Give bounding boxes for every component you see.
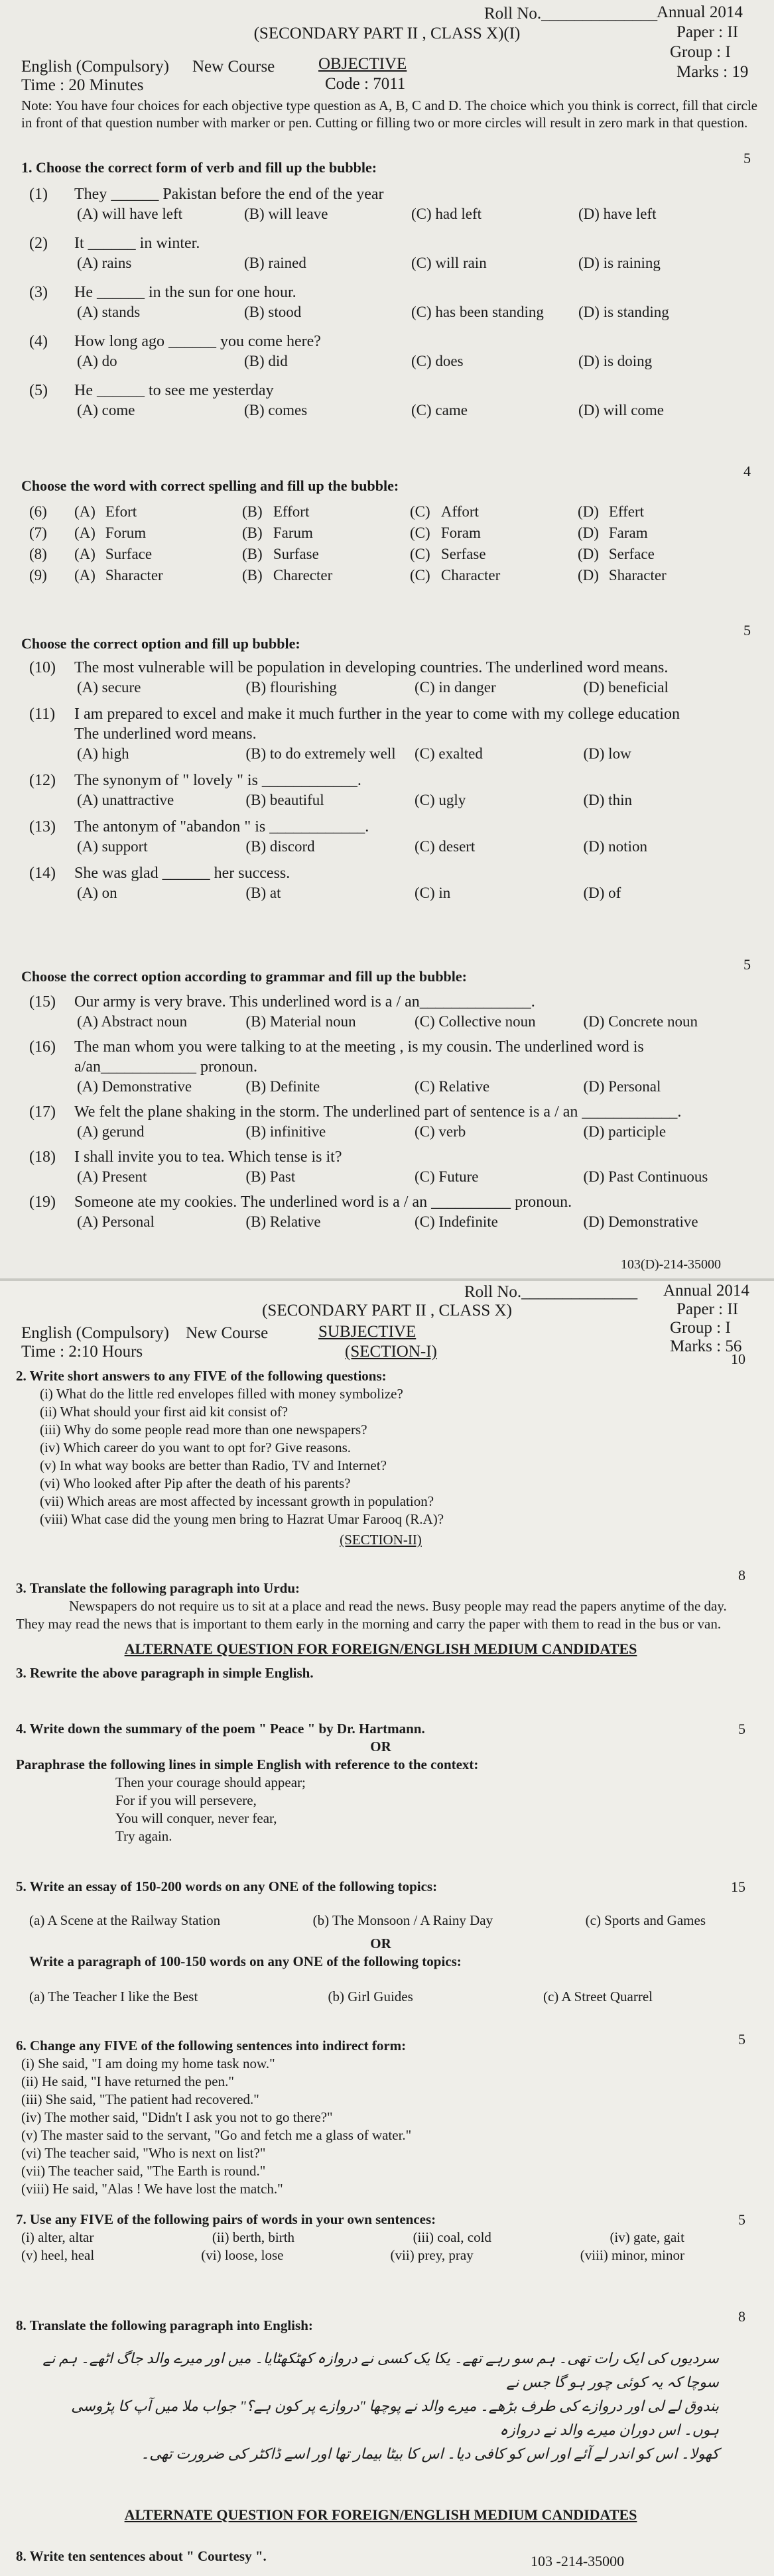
spelling-row: [29, 544, 745, 565]
question-number: (14): [29, 865, 56, 882]
question-text: How long ago ______ you come here?: [74, 333, 321, 350]
word-pair: (ii) berth, birth: [212, 2229, 295, 2245]
list-item: (vii) Which areas are most affected by incessant growth in population?: [40, 1493, 434, 1509]
option-letter: (C): [410, 546, 430, 562]
option[interactable]: (B) beautiful: [245, 792, 324, 808]
option[interactable]: Charecter: [273, 567, 333, 583]
question-text: He ______ to see me yesterday: [74, 382, 274, 399]
question-text: 7. Use any FIVE of the following pairs of words in your own sentences:: [16, 2211, 436, 2227]
section-verbs: [21, 150, 751, 176]
list-item: (v) The master said to the servant, "Go and fetch me a glass of water.": [21, 2127, 412, 2143]
topic: (c) A Street Quarrel: [543, 1989, 653, 2004]
option[interactable]: (A) high: [77, 745, 129, 762]
option-letter: (A): [74, 546, 96, 562]
option[interactable]: (B) Relative: [245, 1213, 321, 1230]
option[interactable]: (A) Present: [77, 1168, 147, 1185]
question-item: [29, 992, 752, 1032]
option[interactable]: (B) Material noun: [245, 1013, 356, 1030]
section-marks: 5: [743, 622, 751, 639]
option[interactable]: (D) Concrete noun: [583, 1013, 698, 1030]
option[interactable]: (C) has been standing: [411, 304, 544, 320]
topic: (b) Girl Guides: [328, 1989, 413, 2004]
question-marks: 10: [731, 1351, 745, 1367]
option[interactable]: (D) beneficial: [583, 679, 669, 696]
option[interactable]: (A) stands: [77, 304, 141, 320]
question-6: [16, 2031, 745, 2198]
option-letter: (D): [578, 503, 599, 520]
poem-line: For if you will persevere,: [115, 1792, 257, 1808]
instructions-note: Note: You have four choices for each objective type question as A, B, C and D. The choice which you think is correct, fill that circle in front of that question number with marker or pen. Cutting or filling two or more circles will result in zero mark in that question.: [21, 97, 757, 131]
code-label: Code : 7011: [325, 75, 406, 93]
question-number: (7): [29, 524, 47, 541]
option[interactable]: (A) Demonstrative: [77, 1078, 192, 1095]
or-label: OR: [370, 1935, 391, 1951]
option[interactable]: Character: [440, 567, 501, 583]
option[interactable]: Foram: [440, 524, 481, 541]
question-text: 5. Write an essay of 150-200 words on any ONE of the following topics:: [16, 1878, 438, 1894]
question-marks: 8: [738, 1567, 745, 1583]
question-marks: 5: [738, 2211, 745, 2228]
word-pair: (v) heel, heal: [21, 2247, 95, 2263]
option[interactable]: (B) Past: [245, 1168, 296, 1185]
option[interactable]: (B) did: [244, 353, 288, 369]
section-heading: Choose the correct option and fill up bubble:: [21, 635, 300, 652]
section-grammar: [21, 956, 751, 985]
section-marks: 5: [743, 956, 751, 973]
option[interactable]: (D) Demonstrative: [583, 1213, 698, 1230]
option[interactable]: Sharacter: [608, 567, 667, 583]
subjective-heading: SUBJECTIVE: [318, 1323, 417, 1341]
question-number: (5): [29, 382, 48, 399]
topic: (b) The Monsoon / A Rainy Day: [312, 1912, 493, 1928]
option[interactable]: (A) Personal: [77, 1213, 155, 1230]
question-number: (13): [29, 818, 56, 835]
question-item: [29, 1037, 752, 1097]
option[interactable]: (B) discord: [245, 838, 315, 855]
option[interactable]: Serface: [608, 546, 655, 562]
question-marks: 5: [738, 1721, 745, 1737]
annual-label: Annual 2014: [657, 3, 743, 21]
question-text: They ______ Pakistan before the end of the year: [74, 186, 384, 203]
or-label: OR: [370, 1739, 391, 1754]
list-item: (ii) What should your first aid kit consist of?: [40, 1404, 289, 1420]
question-marks: 5: [738, 2031, 745, 2048]
option[interactable]: (B) infinitive: [245, 1123, 326, 1140]
option[interactable]: (D) participle: [583, 1123, 667, 1140]
word-pair: (vii) prey, pray: [390, 2247, 474, 2263]
option[interactable]: (C) desert: [415, 838, 476, 855]
question-text: 3. Rewrite the above paragraph in simple English.: [16, 1665, 314, 1681]
option-letter: (D): [578, 524, 599, 541]
question-marks: 8: [738, 2308, 745, 2325]
option[interactable]: (C) will rain: [411, 255, 487, 271]
option-letter: (A): [74, 503, 96, 520]
option-questions: [29, 658, 752, 910]
list-item: (iii) She said, "The patient had recovered.": [21, 2091, 259, 2107]
paper-number: Paper : II: [677, 1300, 739, 1318]
question-8: [16, 2308, 745, 2565]
objective-paper: [0, 0, 774, 1278]
question-text: She was glad ______ her success.: [74, 865, 290, 882]
option[interactable]: Surface: [105, 546, 153, 562]
option[interactable]: (A) Abstract noun: [77, 1013, 188, 1030]
option[interactable]: (D) low: [583, 745, 631, 762]
question-number: (2): [29, 235, 48, 252]
subject-label: English (Compulsory): [21, 58, 169, 76]
option[interactable]: (D) notion: [583, 838, 647, 855]
option-letter: (C): [410, 524, 430, 541]
paragraph: Newspapers do not require us to sit at a place and read the news. Busy people may read the papers anytime of the day. They may read the news that is important to them early in the morning and carry the paper with them to read in the bus or van.: [16, 1598, 727, 1632]
section-options: [21, 622, 751, 652]
option[interactable]: (C) Collective noun: [415, 1013, 536, 1030]
option[interactable]: (B) stood: [244, 304, 302, 320]
option[interactable]: (D) will come: [578, 402, 665, 418]
section-two-label: (SECTION-II): [340, 1532, 422, 1548]
option[interactable]: (C) came: [411, 402, 468, 418]
option[interactable]: Forum: [105, 524, 147, 541]
option-letter: (B): [242, 546, 263, 562]
question-text: The synonym of " lovely " is ____________.: [74, 772, 361, 789]
word-pair: (viii) minor, minor: [580, 2247, 684, 2263]
question-text: The man whom you were talking to at the meeting , is my cousin. The underlined word is: [74, 1038, 644, 1056]
section-marks: 4: [743, 463, 751, 479]
question-item: [29, 1102, 752, 1142]
question-item: [29, 282, 745, 322]
question-item: [29, 704, 752, 764]
spelling-row: [29, 522, 745, 544]
list-item: (vii) The teacher said, "The Earth is round.": [21, 2163, 266, 2179]
option[interactable]: Affort: [440, 503, 479, 520]
option[interactable]: (C) in: [415, 885, 451, 901]
paper-title: (SECONDARY PART II , CLASS X)(I): [253, 25, 521, 42]
option[interactable]: Serfase: [440, 546, 486, 562]
word-pair: (iii) coal, cold: [413, 2229, 491, 2245]
option[interactable]: (D) Past Continuous: [583, 1168, 708, 1185]
option[interactable]: (B) will leave: [244, 206, 328, 222]
question-item: [29, 863, 752, 903]
question-number: (1): [29, 186, 48, 203]
option[interactable]: (A) come: [77, 402, 135, 418]
question-item: [29, 817, 752, 857]
marks-label: Marks : 56: [670, 1337, 742, 1355]
course-label: New Course: [186, 1324, 269, 1342]
question-text: 2. Write short answers to any FIVE of the following questions:: [16, 1368, 387, 1384]
option[interactable]: (C) Relative: [415, 1078, 490, 1095]
grammar-questions: [29, 992, 752, 1237]
option[interactable]: Surfase: [273, 546, 319, 562]
time-label: Time : 20 Minutes: [21, 76, 144, 94]
question-text: 3. Translate the following paragraph into Urdu:: [16, 1580, 300, 1596]
question-number: (16): [29, 1038, 56, 1056]
spelling-questions: [29, 501, 745, 586]
question-text: It ______ in winter.: [74, 235, 200, 252]
option-letter: (D): [578, 567, 599, 583]
question-3: [16, 1567, 745, 1682]
option[interactable]: Effort: [273, 503, 310, 520]
option[interactable]: (A) will have left: [77, 206, 183, 222]
topic: (a) The Teacher I like the Best: [29, 1989, 198, 2004]
option[interactable]: (B) Definite: [245, 1078, 320, 1095]
list-item: (iv) The mother said, "Didn't I ask you not to go there?": [21, 2109, 333, 2125]
option[interactable]: (D) is doing: [578, 353, 653, 369]
option[interactable]: (C) Indefinite: [415, 1213, 498, 1230]
section-heading: Choose the word with correct spelling and fill up the bubble:: [21, 477, 399, 494]
option[interactable]: (A) support: [77, 838, 148, 855]
poem-line: Then your courage should appear;: [115, 1774, 306, 1790]
question-text: I am prepared to excel and make it much further in the year to come with my college education: [74, 705, 680, 723]
question-text: 8. Translate the following paragraph into English:: [16, 2317, 313, 2333]
question-text: 6. Change any FIVE of the following sentences into indirect form:: [16, 2038, 407, 2054]
group-label: Group : I: [670, 43, 731, 61]
roll-no: Roll No.______________: [484, 5, 658, 23]
section-marks: 5: [743, 150, 751, 166]
question-5: [16, 1878, 745, 2006]
option-letter: (B): [242, 524, 263, 541]
section-spelling: [21, 463, 751, 495]
option-letter: (B): [242, 567, 263, 583]
time-label: Time : 2:10 Hours: [21, 1343, 143, 1361]
option[interactable]: (C) in danger: [415, 679, 496, 696]
option[interactable]: (A) secure: [77, 679, 141, 696]
spelling-row: [29, 501, 745, 522]
option[interactable]: (D) thin: [583, 792, 632, 808]
question-number: (11): [29, 705, 56, 723]
urdu-line: بندوق لے لی اور دروازے کی طرف بڑھے۔ میرے والد نے پوچھا "دروازے پر کون ہے؟" جواب ملا میں آپ کا پڑوسی ہوں۔ اس دوران میرے والد نے دروازہ: [71, 2398, 719, 2438]
topic: (a) A Scene at the Railway Station: [29, 1912, 221, 1928]
question-number: (10): [29, 659, 56, 676]
question-item: [29, 1192, 752, 1232]
option[interactable]: Effert: [608, 503, 645, 520]
list-item: (i) What do the little red envelopes filled with money symbolize?: [40, 1386, 403, 1402]
option[interactable]: (A) gerund: [77, 1123, 145, 1140]
question-text: Someone ate my cookies. The underlined word is a / an __________ pronoun.: [74, 1194, 572, 1211]
question-text: The antonym of "abandon " is ____________.: [74, 818, 369, 835]
option[interactable]: (C) exalted: [415, 745, 483, 762]
option[interactable]: (C) verb: [415, 1123, 466, 1140]
urdu-paragraph: [16, 2347, 745, 2466]
annual-label: Annual 2014: [663, 1282, 749, 1300]
question-7: [16, 2211, 745, 2264]
list-item: (iii) Why do some people read more than one newspapers?: [40, 1422, 367, 1438]
list-item: (v) In what way books are better than Radio, TV and Internet?: [40, 1457, 387, 1473]
question-item: [29, 770, 752, 810]
question-item: [29, 1147, 752, 1187]
question-text: Our army is very brave. This underlined word is a / an______________.: [74, 993, 535, 1011]
option-letter: (D): [578, 546, 599, 562]
poem-line: Try again.: [115, 1828, 172, 1844]
question-item: [29, 381, 745, 420]
list-item: (viii) What case did the young men bring to Hazrat Umar Farooq (R.A)?: [40, 1511, 444, 1527]
question-number: (8): [29, 546, 47, 562]
question-subtext: a/an____________ pronoun.: [74, 1058, 257, 1075]
objective-heading: OBJECTIVE: [318, 55, 407, 73]
question-number: (15): [29, 993, 56, 1011]
poem-line: You will conquer, never fear,: [115, 1810, 277, 1826]
group-label: Group : I: [670, 1319, 731, 1337]
option[interactable]: (C) does: [411, 353, 464, 369]
option[interactable]: Sharacter: [105, 567, 163, 583]
option[interactable]: (B) to do extremely well: [245, 745, 396, 762]
option[interactable]: (A) unattractive: [77, 792, 174, 808]
question-number: (19): [29, 1194, 56, 1211]
option[interactable]: (C) ugly: [415, 792, 466, 808]
urdu-line: سردیوں کی ایک رات تھی۔ ہم سو رہے تھے۔ یکا یک کسی نے دروازہ کھٹکھٹایا۔ میں اور میرے والد جاگ اٹھے۔ ہم نے سوچا کہ یہ کوئی چور ہو گا جس نے: [42, 2350, 719, 2390]
section-heading: 1. Choose the correct form of verb and fill up the bubble:: [21, 159, 377, 176]
footer-code: 103(D)-214-35000: [620, 1257, 721, 1272]
urdu-line: کھولا۔ اس کو اندر لے آئے اور اس کو کافی دیا۔ اس کا بیٹا بیمار تھا اور اسے ڈاکٹر کی ضرورت تھی۔: [141, 2445, 719, 2462]
question-number: (18): [29, 1148, 56, 1166]
option[interactable]: (D) of: [583, 885, 621, 901]
question-text: We felt the plane shaking in the storm. The underlined part of sentence is a / an ____________.: [74, 1103, 682, 1121]
word-pair: (vi) loose, lose: [201, 2247, 284, 2263]
option[interactable]: Faram: [608, 524, 648, 541]
question-text: 4. Write down the summary of the poem " Peace " by Dr. Hartmann.: [16, 1721, 425, 1737]
spelling-row: [29, 565, 745, 586]
option-letter: (C): [410, 503, 430, 520]
question-number: (4): [29, 333, 48, 350]
option[interactable]: (B) rained: [244, 255, 306, 271]
question-text: He ______ in the sun for one hour.: [74, 284, 296, 301]
option[interactable]: (D) Personal: [583, 1078, 661, 1095]
option[interactable]: (D) is standing: [578, 304, 669, 320]
question-text: Paraphrase the following lines in simple English with reference to the context:: [16, 1756, 479, 1772]
option[interactable]: (A) on: [77, 885, 117, 901]
question-subtext: The underlined word means.: [74, 725, 257, 743]
question-number: (12): [29, 772, 56, 789]
question-text: Write a paragraph of 100-150 words on any ONE of the following topics:: [29, 1953, 462, 1969]
question-4: [16, 1720, 745, 1845]
roll-no: Roll No.______________: [464, 1283, 638, 1301]
option[interactable]: (C) had left: [411, 206, 482, 222]
question-item: [29, 658, 752, 698]
question-number: (3): [29, 284, 48, 301]
paper-title: (SECONDARY PART II , CLASS X): [262, 1302, 512, 1319]
verb-questions: [29, 184, 745, 430]
option[interactable]: (D) is raining: [578, 255, 661, 271]
question-number: (6): [29, 503, 47, 520]
marks-label: Marks : 19: [677, 63, 749, 81]
paper-number: Paper : II: [677, 23, 739, 41]
question-text: I shall invite you to tea. Which tense is it?: [74, 1148, 342, 1166]
option-letter: (A): [74, 524, 96, 541]
option-letter: (A): [74, 567, 96, 583]
option-letter: (C): [410, 567, 430, 583]
list-item: (ii) He said, "I have returned the pen.": [21, 2073, 234, 2089]
option[interactable]: Efort: [105, 503, 137, 520]
section-one-label: (SECTION-I): [345, 1343, 437, 1361]
footer-code: 103 -214-35000: [531, 2553, 625, 2569]
option[interactable]: (C) Future: [415, 1168, 479, 1185]
list-item: (vi) The teacher said, "Who is next on list?": [21, 2145, 266, 2161]
list-item: (i) She said, "I am doing my home task now.": [21, 2055, 275, 2071]
word-pair: (i) alter, altar: [21, 2229, 94, 2245]
section-heading: Choose the correct option according to grammar and fill up the bubble:: [21, 968, 467, 985]
course-label: New Course: [192, 58, 275, 76]
option[interactable]: (A) rains: [77, 255, 132, 271]
list-item: (viii) He said, "Alas ! We have lost the match.": [21, 2181, 283, 2197]
option-letter: (B): [242, 503, 263, 520]
option[interactable]: (A) do: [77, 353, 117, 369]
question-item: [29, 332, 745, 371]
option[interactable]: (D) have left: [578, 206, 657, 222]
list-item: (vi) Who looked after Pip after the death of his parents?: [40, 1475, 351, 1491]
option[interactable]: Farum: [273, 524, 313, 541]
question-number: (17): [29, 1103, 56, 1121]
alternate-heading: ALTERNATE QUESTION FOR FOREIGN/ENGLISH MEDIUM CANDIDATES: [124, 1640, 637, 1657]
question-marks: 15: [731, 1878, 745, 1895]
topic: (c) Sports and Games: [585, 1912, 706, 1928]
option[interactable]: (B) at: [245, 885, 281, 901]
question-text: 8. Write ten sentences about " Courtesy ".: [16, 2548, 267, 2564]
question-item: [29, 184, 745, 224]
subjective-paper: [0, 1281, 774, 2576]
question-item: [29, 233, 745, 273]
list-item: (iv) Which career do you want to opt for? Give reasons.: [40, 1440, 352, 1455]
option[interactable]: (B) comes: [244, 402, 308, 418]
option[interactable]: (B) flourishing: [245, 679, 337, 696]
question-number: (9): [29, 567, 47, 583]
word-pair: (iv) gate, gait: [610, 2229, 684, 2245]
question-text: The most vulnerable will be population in developing countries. The underlined word means.: [74, 659, 669, 676]
subject-label: English (Compulsory): [21, 1324, 169, 1342]
alternate-heading: ALTERNATE QUESTION FOR FOREIGN/ENGLISH MEDIUM CANDIDATES: [124, 2506, 637, 2523]
